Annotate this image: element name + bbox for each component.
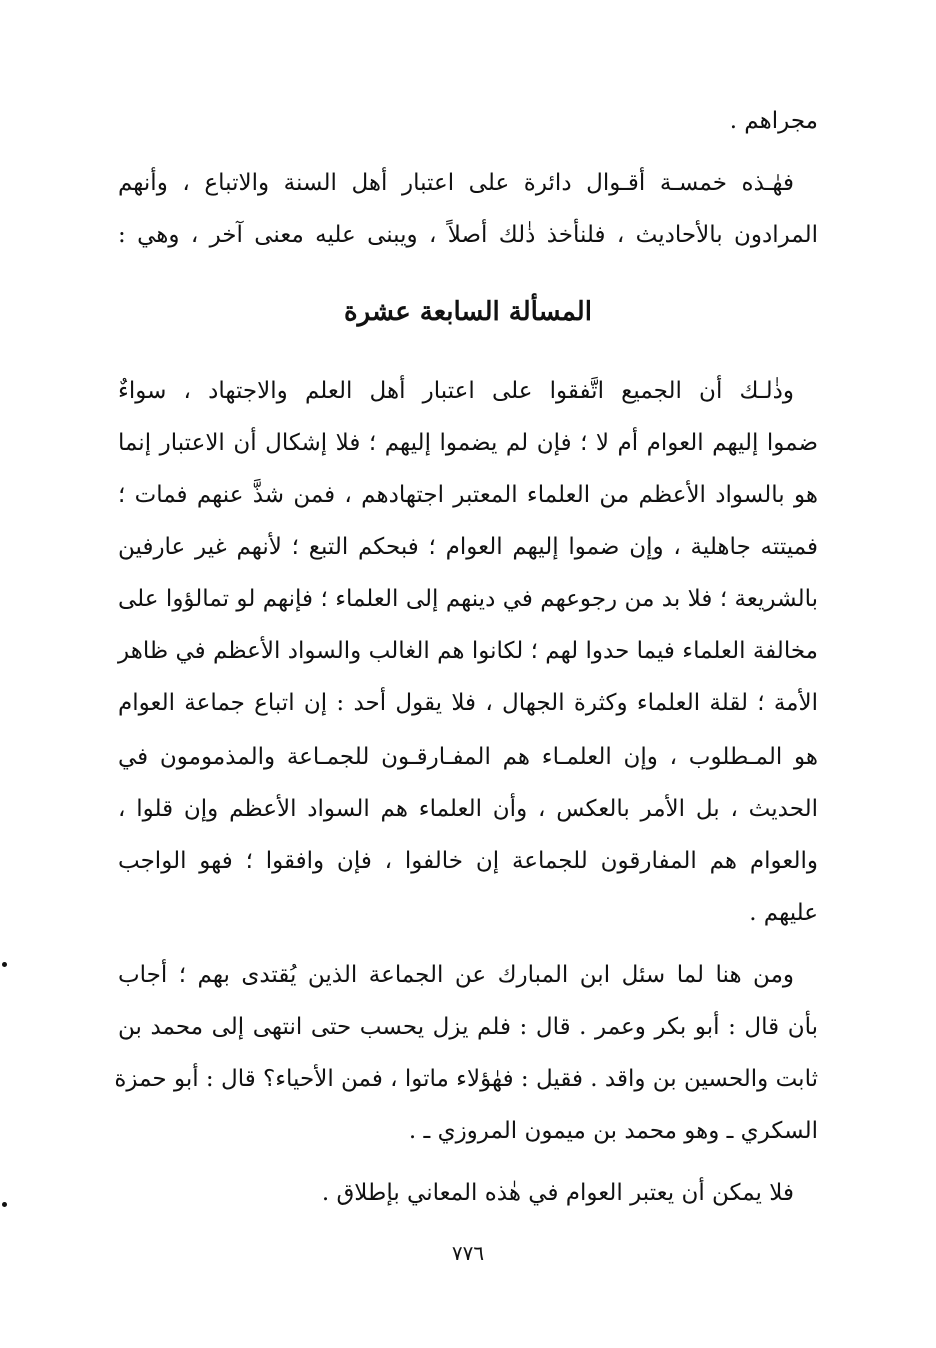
text-line: بأن قال : أبو بكر وعمر . قال : فلم يزل يحسب حتى انتهى إلى محمد بن: [118, 1014, 818, 1040]
text-line: ومن هنا لما سئل ابن المبارك عن الجماعة الذين يُقتدى بهم ؛ أجاب: [118, 962, 794, 988]
page-number: ٧٧٦: [451, 1241, 485, 1265]
text-line: فلا يمكن أن يعتبر العوام في هٰذه المعاني بإطلاق .: [321, 1180, 794, 1206]
text-line: السكري ـ وهو محمد بن ميمون المروزي ـ .: [408, 1118, 818, 1144]
text-line: هو المـطلوب ، وإن العلمـاء هم المفـارقـون للجمـاعة والمذمومون في: [118, 744, 818, 770]
text-line: هو بالسواد الأعظم من العلماء المعتبر اجتهادهم ، فمن شذَّ عنهم فمات ؛: [118, 482, 818, 508]
text-line: بالشريعة ؛ فلا بد من رجوعهم في دينهم إلى العلماء ؛ فإنهم لو تمالؤوا على: [118, 586, 818, 612]
text-line: المرادون بالأحاديث ، فلنأخذ ذٰلك أصلاً ، ويبنى عليه معنى آخر ، وهي :: [118, 222, 818, 248]
text-line: عليهم .: [749, 900, 818, 926]
text-line: ثابت والحسين بن واقد . فقيل : فهٰؤلاء ماتوا ، فمن الأحياء؟ قال : أبو حمزة: [114, 1066, 818, 1092]
section-heading: المسألة السابعة عشرة: [344, 297, 592, 327]
text-line: ضموا إليهم العوام أم لا ؛ فإن لم يضموا إليهم ؛ فلا إشكال أن الاعتبار إنما: [118, 430, 818, 456]
text-line: وذٰلـك أن الجميع اتَّفقوا على اعتبار أهل العلم والاجتهاد ، سواءٌ: [118, 378, 794, 404]
text-line: فهٰـذه خمسـة أقـوال دائرة على اعتبار أهل السنة والاتباع ، وأنهم: [118, 170, 794, 196]
text-line: فميتته جاهلية ، وإن ضموا إليهم العوام ؛ فبحكم التبع ؛ لأنهم غير عارفين: [118, 534, 818, 560]
text-line: والعوام هم المفارقون للجماعة إن خالفوا ، فإن وافقوا ؛ فهو الواجب: [118, 848, 818, 874]
text-line: مخالفة العلماء فيما حدوا لهم ؛ لكانوا هم الغالب والسواد الأعظم في ظاهر: [118, 638, 818, 664]
text-line: الأمة ؛ لقلة العلماء وكثرة الجهال ، فلا يقول أحد : إن اتباع جماعة العوام: [118, 690, 818, 716]
text-line: مجراهم .: [729, 108, 818, 134]
text-line: الحديث ، بل الأمر بالعكس ، وأن العلماء هم السواد الأعظم وإن قلوا ،: [118, 796, 818, 822]
scan-mark: [2, 962, 7, 967]
scan-mark: [2, 1202, 7, 1207]
